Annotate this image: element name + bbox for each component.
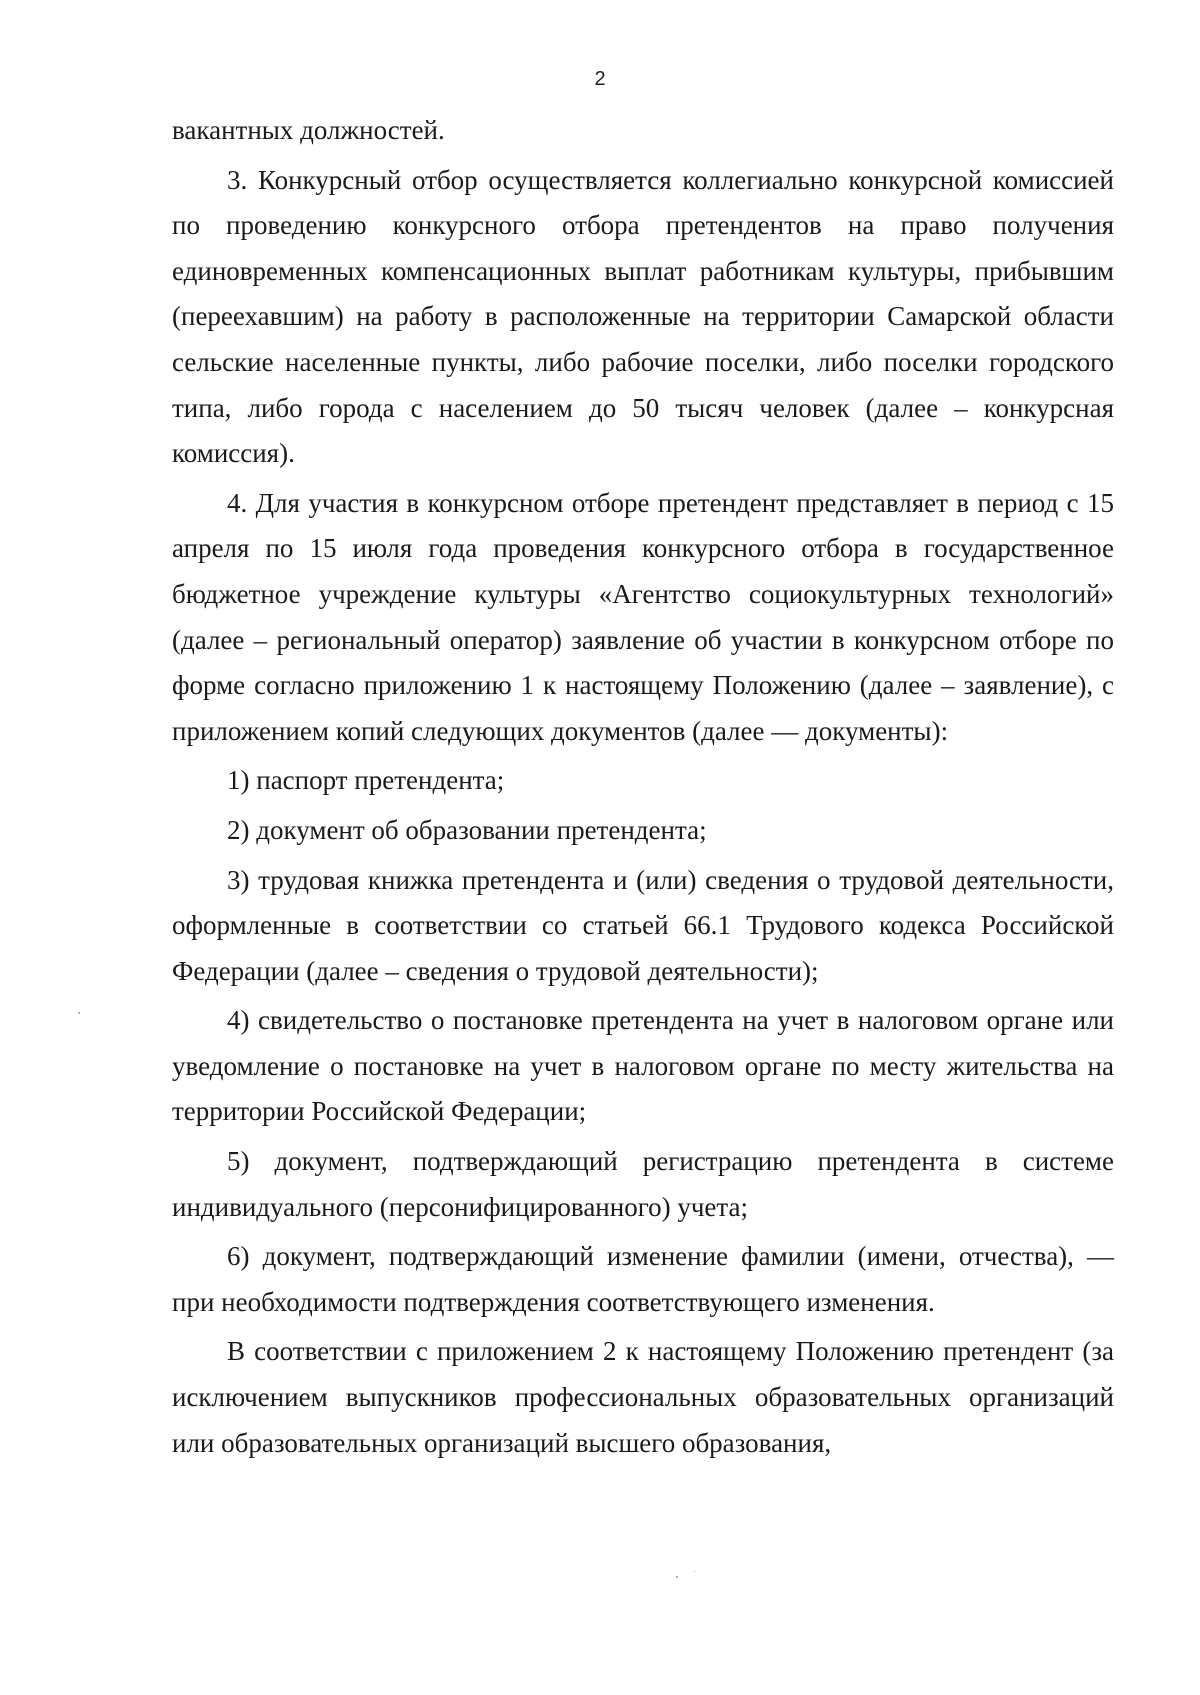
paragraph-appendix-2: В соответствии с приложением 2 к настоящему Положению претендент (за исключением выпускников профессиональных образовательных организаций или образовательных организаций высшего образования, [172, 1336, 1114, 1458]
document-body [172, 108, 1114, 1470]
list-item-passport: 1) паспорт претендента; [227, 765, 505, 796]
scan-speck [694, 1571, 695, 1572]
paragraph-continuation: вакантных должностей. [172, 115, 445, 145]
list-item-name-change: 6) документ, подтверждающий изменение фамилии (имени, отчества), — при необходимости подтверждения соответствующего изменения. [172, 1241, 1114, 1317]
list-item-personal-account: 5) документ, подтверждающий регистрацию претендента в системе индивидуального (персонифицированного) учета; [172, 1146, 1114, 1222]
page-number: 2 [594, 68, 606, 90]
paragraph-item-4: 4. Для участия в конкурсном отборе претендент представляет в период с 15 апреля по 15 июля года проведения конкурсного отбора в государственное бюджетное учреждение культуры «Агентство социокультурных технологий» (далее – региональный оператор) заявление об участии в конкурсном отборе по форме согласно приложению 1 к настоящему Положению (далее – заявление), с приложением копий следующих документов (далее — документы): [172, 487, 1114, 746]
list-item-work-record: 3) трудовая книжка претендента и (или) сведения о трудовой деятельности, оформленные в соответствии со статьей 66.1 Трудового кодекса Российской Федерации (далее – сведения о трудовой деятельности); [172, 864, 1114, 986]
scan-speck [78, 1012, 80, 1014]
paragraph-item-3: 3. Конкурсный отбор осуществляется коллегиально конкурсной комиссией по проведению конкурсного отбора претендентов на право получения единовременных компенсационных выплат работникам культуры, прибывшим (переехавшим) на работу в расположенные на территории Самарской области сельские населенные пункты, либо рабочие поселки, либо поселки городского типа, либо города с населением до 50 тысяч человек (далее – конкурсная комиссия). [172, 164, 1114, 469]
scan-speck [676, 1576, 678, 1578]
list-item-education: 2) документ об образовании претендента; [227, 814, 707, 845]
list-item-tax-registration: 4) свидетельство о постановке претендента на учет в налоговом органе или уведомление о постановке на учет в налоговом органе по месту жительства на территории Российской Федерации; [172, 1005, 1114, 1127]
